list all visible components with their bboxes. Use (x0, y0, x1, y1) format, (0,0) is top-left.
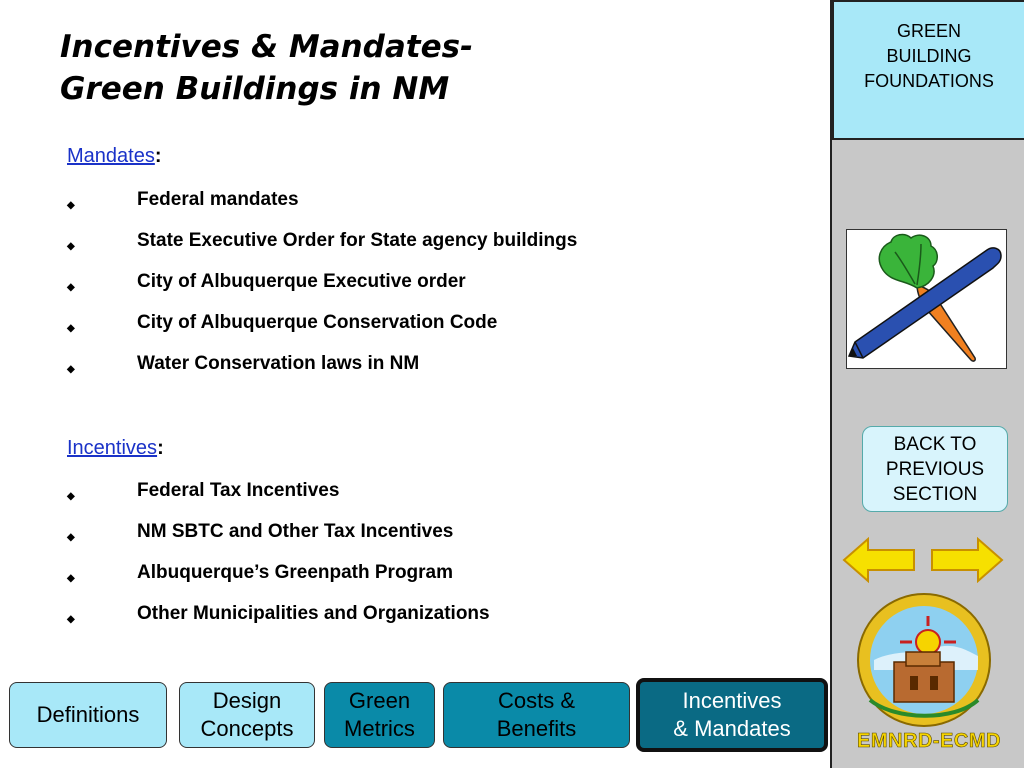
bullet-icon: ◆ (67, 532, 75, 543)
list-item-text: Water Conservation laws in NM (137, 353, 420, 374)
list-item (67, 229, 577, 270)
nav-label: Metrics (344, 716, 415, 741)
nav-label: & Mandates (673, 716, 791, 741)
list-item (67, 352, 577, 393)
nav-costs-benefits-button[interactable] (443, 682, 630, 748)
nav-label: Benefits (496, 716, 577, 741)
nav-label: Green (348, 688, 411, 713)
mandates-heading (67, 145, 162, 168)
arrow-left-icon[interactable] (842, 537, 916, 583)
list-item-text: Federal Tax Incentives (137, 480, 340, 501)
bullet-icon: ◆ (67, 614, 75, 625)
list-item (67, 270, 577, 311)
back-button-line: PREVIOUS (885, 458, 985, 480)
mandates-colon: : (154, 145, 162, 167)
bullet-icon: ◆ (67, 323, 75, 334)
bullet-icon: ◆ (67, 364, 75, 375)
carrot-pencil-icon (846, 229, 1007, 369)
list-item (67, 520, 490, 561)
nav-incentives-mandates-button[interactable] (636, 678, 828, 752)
list-item-text: Albuquerque’s Greenpath Program (137, 562, 454, 583)
list-item (67, 479, 490, 520)
emnrd-ecmd-label: EMNRD-ECMD (857, 730, 1001, 752)
bullet-icon: ◆ (67, 241, 75, 252)
sidebar (830, 0, 1024, 768)
list-item-text: Federal mandates (137, 189, 299, 210)
incentives-heading (67, 437, 164, 460)
nav-design-concepts-button[interactable] (179, 682, 315, 748)
page-title (60, 26, 473, 110)
sidebar-header-line: BUILDING (886, 45, 972, 66)
list-item-text: City of Albuquerque Conservation Code (137, 312, 498, 333)
nav-definitions-button[interactable] (9, 682, 167, 748)
nav-green-metrics-button[interactable] (324, 682, 435, 748)
bullet-icon: ◆ (67, 491, 75, 502)
arrow-right-icon[interactable] (930, 537, 1004, 583)
list-item-text: Other Municipalities and Organizations (137, 603, 490, 624)
bullet-icon: ◆ (67, 573, 75, 584)
incentives-list (67, 479, 490, 643)
incentives-link[interactable]: Incentives (67, 437, 158, 459)
mandates-link[interactable]: Mandates (67, 145, 155, 167)
nav-label: Definitions (36, 702, 140, 727)
bullet-icon: ◆ (67, 200, 75, 211)
list-item-text: NM SBTC and Other Tax Incentives (137, 521, 454, 542)
list-item (67, 311, 577, 352)
nav-label: Incentives (682, 688, 782, 713)
list-item (67, 188, 577, 229)
list-item (67, 602, 490, 643)
bullet-icon: ◆ (67, 282, 75, 293)
list-item (67, 561, 490, 602)
back-button-line: SECTION (892, 483, 978, 505)
sidebar-header-line: FOUNDATIONS (864, 70, 994, 91)
nav-label: Concepts (200, 716, 294, 741)
page-title-line-2: Green Buildings in NM (60, 71, 450, 107)
incentives-colon: : (157, 437, 164, 459)
nav-label: Design (212, 688, 282, 713)
back-to-previous-section-button[interactable] (862, 426, 1008, 512)
page-title-line-1: Incentives & Mandates- (60, 29, 473, 65)
back-button-line: BACK TO (893, 433, 977, 455)
list-item-text: City of Albuquerque Executive order (137, 271, 466, 292)
sidebar-header (832, 0, 1024, 140)
mandates-list (67, 188, 577, 393)
list-item-text: State Executive Order for State agency buildings (137, 230, 578, 251)
nav-label: Costs & (497, 688, 576, 713)
emnrd-seal-icon (854, 590, 994, 730)
sidebar-header-line: GREEN (896, 20, 961, 41)
